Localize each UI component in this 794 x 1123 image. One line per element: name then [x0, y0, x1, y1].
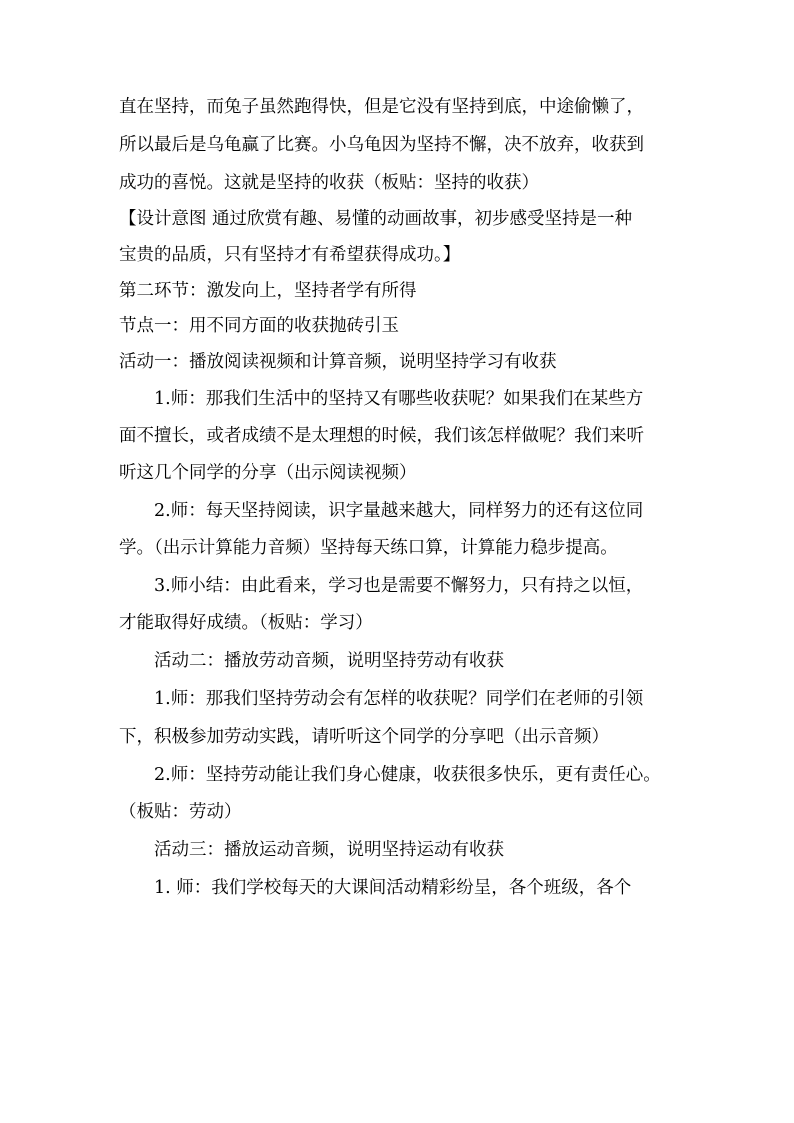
activity-heading: 活动一：播放阅读视频和计算音频，说明坚持学习有收获 — [119, 352, 557, 372]
paragraph-line: 2.师：每天坚持阅读，识字量越来越大，同样努力的还有这位同 — [154, 501, 644, 521]
paragraph-line: 成功的喜悦。这就是坚持的收获（板贴：坚持的收获） — [119, 173, 539, 193]
node-heading: 节点一：用不同方面的收获抛砖引玉 — [119, 316, 399, 336]
paragraph-line: 1. 师：我们学校每天的大课间活动精彩纷呈，各个班级，各个 — [154, 878, 632, 898]
paragraph-line: （板贴：劳动） — [119, 802, 242, 822]
paragraph-line: 面不擅长，或者成绩不是太理想的时候，我们该怎样做呢？我们来听 — [119, 426, 644, 446]
activity-heading: 活动二：播放劳动音频，说明坚持劳动有收获 — [154, 651, 504, 671]
activity-heading: 活动三：播放运动音频，说明坚持运动有收获 — [154, 840, 504, 860]
design-intent-line: 【设计意图 通过欣赏有趣、易懂的动画故事，初步感受坚持是一种 — [119, 209, 633, 229]
paragraph-line: 3.师小结：由此看来，学习也是需要不懈努力，只有持之以恒， — [154, 576, 644, 596]
section-heading: 第二环节：激发向上，坚持者学有所得 — [119, 281, 417, 301]
document-page — [119, 96, 679, 899]
paragraph-line: 学。（出示计算能力音频）坚持每天练口算，计算能力稳步提高。 — [119, 538, 618, 558]
design-intent-line: 宝贵的品质，只有坚持才有希望获得成功。】 — [119, 245, 461, 265]
paragraph-line: 2.师：坚持劳动能让我们身心健康，收获很多快乐，更有责任心。 — [154, 765, 661, 785]
paragraph-line: 才能取得好成绩。（板贴：学习） — [119, 613, 373, 633]
paragraph-line: 听这几个同学的分享（出示阅读视频） — [119, 463, 417, 483]
paragraph-line: 下，积极参加劳动实践，请听听这个同学的分享吧（出示音频） — [119, 727, 609, 747]
paragraph-line: 所以最后是乌龟赢了比赛。小乌龟因为坚持不懈，决不放弃，收获到 — [119, 135, 644, 155]
paragraph-line: 直在坚持，而兔子虽然跑得快，但是它没有坚持到底，中途偷懒了， — [119, 97, 644, 117]
paragraph-line: 1.师：那我们坚持劳动会有怎样的收获呢？同学们在老师的引领 — [154, 689, 644, 709]
paragraph-line: 1.师：那我们生活中的坚持又有哪些收获呢？如果我们在某些方 — [154, 389, 644, 409]
